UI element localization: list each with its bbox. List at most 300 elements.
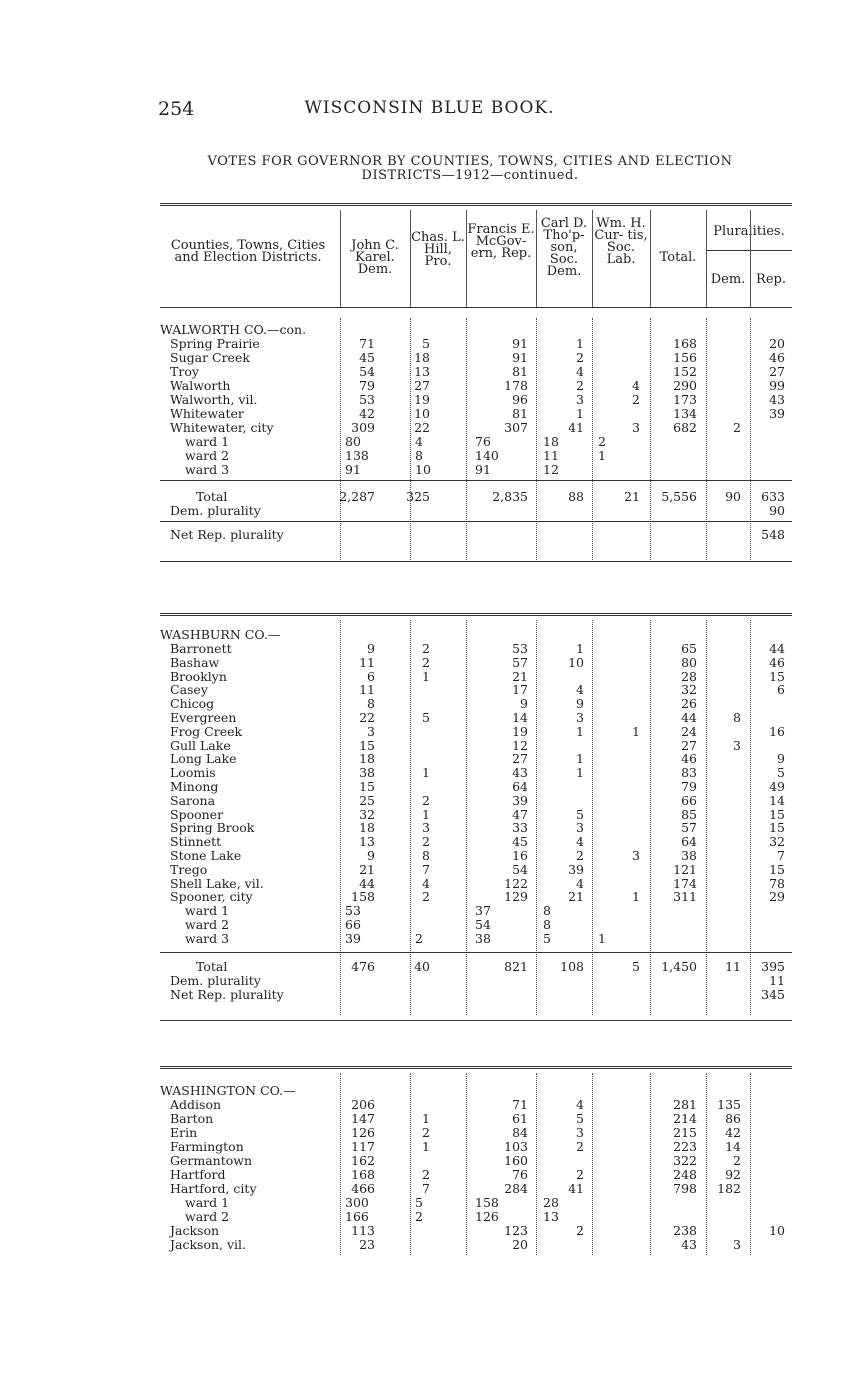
column-divider xyxy=(650,1073,651,1255)
cell-tot: 174 xyxy=(673,875,697,891)
cell-t: 5 xyxy=(543,930,551,946)
cell-tot: 5,556 xyxy=(661,489,697,504)
cell-r: 633 xyxy=(761,489,785,504)
cell-c: 5 xyxy=(632,958,640,974)
table-rule xyxy=(160,1020,792,1021)
cell-d: 14 xyxy=(725,1139,741,1154)
row-label: Spooner, city xyxy=(170,889,253,905)
table-rule xyxy=(160,561,792,562)
row-label: ward 2 xyxy=(185,448,230,463)
cell-c: 2 xyxy=(598,434,606,449)
cell-m: 96 xyxy=(512,392,528,407)
row-label: Total xyxy=(196,958,228,974)
cell-k: 32 xyxy=(359,806,375,822)
cell-tot: 32 xyxy=(681,682,697,698)
row-label: Addison xyxy=(170,1097,222,1112)
table-rule xyxy=(160,203,792,206)
cell-k: 476 xyxy=(351,958,375,974)
cell-k: 117 xyxy=(351,1139,375,1154)
cell-k: 22 xyxy=(359,710,375,725)
cell-d: 3 xyxy=(733,737,741,753)
column-divider xyxy=(536,210,537,307)
cell-h: 1 xyxy=(422,668,430,684)
cell-d: 42 xyxy=(725,1125,741,1140)
cell-t: 4 xyxy=(576,364,584,379)
cell-r: 27 xyxy=(769,364,785,379)
cell-t: 4 xyxy=(576,875,584,891)
cell-d: 90 xyxy=(725,489,741,504)
cell-h: 2 xyxy=(422,1167,430,1182)
cell-m: 39 xyxy=(512,792,528,808)
cell-tot: 215 xyxy=(673,1125,697,1140)
cell-k: 54 xyxy=(359,364,375,379)
row-label: Farmington xyxy=(170,1139,244,1154)
cell-m: 160 xyxy=(504,1153,528,1168)
cell-tot: 156 xyxy=(673,350,697,365)
header-pluralities: Pluralities. xyxy=(713,224,785,239)
cell-tot: 173 xyxy=(673,392,697,407)
cell-h: 5 xyxy=(422,710,430,725)
table-row xyxy=(0,683,859,697)
column-divider xyxy=(536,620,537,1015)
cell-m: 53 xyxy=(512,641,528,656)
running-head: WISCONSIN BLUE BOOK. xyxy=(304,98,555,118)
cell-c: 1 xyxy=(632,723,640,739)
table-rule xyxy=(160,613,792,616)
column-divider xyxy=(592,1073,593,1255)
cell-tot: 28 xyxy=(681,668,697,684)
header-curtis: Wm. H. Cur- tis, Soc. Lab. xyxy=(594,216,648,267)
cell-h: 1 xyxy=(422,1139,430,1154)
cell-t: 1 xyxy=(576,751,584,767)
cell-tot: 248 xyxy=(673,1167,697,1182)
cell-k: 166 xyxy=(345,1209,369,1224)
column-divider xyxy=(340,620,341,1015)
table-row xyxy=(0,435,859,449)
column-divider xyxy=(592,210,593,307)
cell-c: 21 xyxy=(624,489,640,504)
cell-d: 8 xyxy=(733,710,741,725)
cell-t: 2 xyxy=(576,1223,584,1238)
row-label: Shell Lake, vil. xyxy=(170,875,264,891)
table-rule xyxy=(160,952,792,953)
table-row xyxy=(0,1126,859,1140)
column-divider xyxy=(410,318,411,560)
cell-m: 81 xyxy=(512,406,528,421)
table-row xyxy=(0,449,859,463)
cell-tot: 66 xyxy=(681,792,697,808)
cell-h: 10 xyxy=(415,462,431,477)
header-total: Total. xyxy=(659,250,697,265)
column-divider xyxy=(340,210,341,307)
column-divider xyxy=(466,1073,467,1255)
cell-k: 23 xyxy=(359,1237,375,1252)
table-row xyxy=(0,1168,859,1182)
cell-r: 16 xyxy=(769,723,785,739)
cell-h: 2 xyxy=(422,641,430,656)
cell-m: 54 xyxy=(512,861,528,877)
cell-t: 1 xyxy=(576,641,584,656)
row-label: Walworth xyxy=(170,378,231,393)
cell-d: 135 xyxy=(717,1097,741,1112)
cell-tot: 44 xyxy=(681,710,697,725)
row-label: ward 1 xyxy=(185,1195,230,1210)
cell-m: 91 xyxy=(512,336,528,351)
table-row xyxy=(0,725,859,739)
row-label: Chicog xyxy=(170,696,215,712)
row-label: ward 3 xyxy=(185,462,230,477)
cell-k: 79 xyxy=(359,378,375,393)
cell-m: 12 xyxy=(512,737,528,753)
cell-r: 32 xyxy=(769,834,785,850)
cell-h: 2 xyxy=(422,834,430,850)
cell-k: 11 xyxy=(359,682,375,698)
cell-t: 3 xyxy=(576,820,584,836)
cell-m: 57 xyxy=(512,654,528,670)
cell-m: 140 xyxy=(475,448,499,463)
cell-c: 3 xyxy=(632,848,640,863)
row-label: ward 1 xyxy=(185,903,230,919)
cell-m: 76 xyxy=(512,1167,528,1182)
cell-r: 6 xyxy=(777,682,785,698)
row-label: Spring Brook xyxy=(170,820,255,836)
table-row xyxy=(0,642,859,656)
caption-line-2: DISTRICTS—1912—continued. xyxy=(361,168,579,183)
row-label: Gull Lake xyxy=(170,737,231,753)
cell-t: 3 xyxy=(576,1125,584,1140)
cell-h: 2 xyxy=(422,654,430,670)
cell-h: 2 xyxy=(422,889,430,905)
column-divider xyxy=(340,318,341,560)
cell-t: 3 xyxy=(576,392,584,407)
page-number: 254 xyxy=(158,98,195,120)
table-row xyxy=(0,739,859,753)
cell-m: 126 xyxy=(475,1209,499,1224)
header-mcgovern: Francis E. McGov- ern, Rep. xyxy=(467,222,535,261)
cell-d: 92 xyxy=(725,1167,741,1182)
column-divider xyxy=(750,318,751,560)
column-divider xyxy=(650,620,651,1015)
row-label: Loomis xyxy=(170,765,216,781)
cell-tot: 322 xyxy=(673,1153,697,1168)
cell-k: 53 xyxy=(359,392,375,407)
cell-t: 88 xyxy=(568,489,584,504)
section-title xyxy=(0,628,859,642)
table-row xyxy=(0,463,859,477)
cell-r: 20 xyxy=(769,336,785,351)
table-row xyxy=(0,393,859,407)
header-karel: John C. Karel. Dem. xyxy=(351,238,399,277)
cell-tot: 57 xyxy=(681,820,697,836)
table-row xyxy=(0,960,859,974)
table-row xyxy=(0,504,859,518)
column-divider xyxy=(592,318,593,560)
cell-k: 15 xyxy=(359,779,375,794)
cell-m: 91 xyxy=(512,350,528,365)
cell-m: 91 xyxy=(475,462,491,477)
cell-tot: 65 xyxy=(681,641,697,656)
cell-r: 46 xyxy=(769,350,785,365)
cell-tot: 290 xyxy=(673,378,697,393)
cell-k: 18 xyxy=(359,820,375,836)
table-row xyxy=(0,1210,859,1224)
cell-h: 27 xyxy=(414,378,430,393)
cell-tot: 43 xyxy=(681,1237,697,1252)
cell-t: 13 xyxy=(543,1209,559,1224)
cell-h: 325 xyxy=(406,489,430,504)
column-divider xyxy=(592,620,593,1015)
cell-r: 9 xyxy=(777,751,785,767)
cell-k: 168 xyxy=(351,1167,375,1182)
column-divider xyxy=(650,318,651,560)
cell-r: 15 xyxy=(769,820,785,836)
cell-t: 3 xyxy=(576,710,584,725)
cell-m: 20 xyxy=(512,1237,528,1252)
table-caption xyxy=(150,155,790,183)
row-label: Stinnett xyxy=(170,834,222,850)
column-divider xyxy=(410,210,411,307)
table-row xyxy=(0,1196,859,1210)
cell-t: 4 xyxy=(576,834,584,850)
table-row xyxy=(0,1238,859,1252)
county-title: WASHINGTON CO.— xyxy=(160,1083,296,1098)
cell-d: 182 xyxy=(717,1181,741,1196)
row-label: Whitewater xyxy=(170,406,244,421)
cell-t: 8 xyxy=(543,903,551,919)
column-divider xyxy=(536,1073,537,1255)
cell-k: 21 xyxy=(359,861,375,877)
cell-tot: 46 xyxy=(681,751,697,767)
row-label: Jackson, vil. xyxy=(170,1237,247,1252)
cell-k: 25 xyxy=(359,792,375,808)
cell-m: 76 xyxy=(475,434,491,449)
cell-k: 113 xyxy=(351,1223,375,1238)
cell-m: 21 xyxy=(512,668,528,684)
table-row xyxy=(0,918,859,932)
cell-k: 11 xyxy=(359,654,375,670)
cell-k: 45 xyxy=(359,350,375,365)
cell-m: 122 xyxy=(504,875,528,891)
row-label: Erin xyxy=(170,1125,198,1140)
cell-h: 7 xyxy=(422,1181,430,1196)
header-hill: Chas. L. Hill, Pro. xyxy=(411,230,465,269)
cell-r: 345 xyxy=(761,986,785,1002)
cell-r: 99 xyxy=(769,378,785,393)
cell-r: 14 xyxy=(769,792,785,808)
cell-m: 123 xyxy=(504,1223,528,1238)
county-title: WASHBURN CO.— xyxy=(160,627,281,642)
cell-tot: 134 xyxy=(673,406,697,421)
cell-k: 206 xyxy=(351,1097,375,1112)
row-label: Trego xyxy=(170,861,208,877)
section-title xyxy=(0,1084,859,1098)
cell-k: 138 xyxy=(345,448,369,463)
table-row xyxy=(0,1112,859,1126)
row-label: Total xyxy=(196,489,228,504)
table-row xyxy=(0,421,859,435)
column-divider xyxy=(466,620,467,1015)
cell-tot: 238 xyxy=(673,1223,697,1238)
row-label: Evergreen xyxy=(170,710,237,725)
column-divider xyxy=(410,620,411,1015)
cell-tot: 223 xyxy=(673,1139,697,1154)
row-label: Casey xyxy=(170,682,208,698)
cell-r: 39 xyxy=(769,406,785,421)
cell-h: 2 xyxy=(422,1125,430,1140)
table-row xyxy=(0,379,859,393)
cell-m: 84 xyxy=(512,1125,528,1140)
cell-m: 14 xyxy=(512,710,528,725)
cell-tot: 80 xyxy=(681,654,697,670)
cell-r: 10 xyxy=(769,1223,785,1238)
cell-h: 8 xyxy=(422,848,430,863)
cell-t: 2 xyxy=(576,848,584,863)
cell-r: 44 xyxy=(769,641,785,656)
cell-r: 548 xyxy=(761,527,785,542)
cell-t: 1 xyxy=(576,765,584,781)
cell-t: 9 xyxy=(576,696,584,712)
row-label: ward 2 xyxy=(185,1209,230,1224)
cell-t: 12 xyxy=(543,462,559,477)
cell-t: 39 xyxy=(568,861,584,877)
cell-t: 2 xyxy=(576,378,584,393)
cell-d: 11 xyxy=(725,958,741,974)
cell-h: 40 xyxy=(414,958,430,974)
row-label: Sugar Creek xyxy=(170,350,250,365)
table-row xyxy=(0,849,859,863)
cell-k: 126 xyxy=(351,1125,375,1140)
column-divider xyxy=(466,318,467,560)
row-label: Net Rep. plurality xyxy=(170,986,284,1002)
cell-h: 10 xyxy=(414,406,430,421)
table-row xyxy=(0,932,859,946)
cell-c: 2 xyxy=(632,392,640,407)
cell-m: 71 xyxy=(512,1097,528,1112)
cell-k: 53 xyxy=(345,903,361,919)
cell-m: 61 xyxy=(512,1111,528,1126)
cell-k: 3 xyxy=(367,723,375,739)
cell-k: 162 xyxy=(351,1153,375,1168)
cell-tot: 682 xyxy=(673,420,697,435)
cell-t: 2 xyxy=(576,350,584,365)
column-divider xyxy=(706,318,707,560)
cell-t: 108 xyxy=(560,958,584,974)
row-label: Bashaw xyxy=(170,654,220,670)
cell-m: 2,835 xyxy=(492,489,528,504)
cell-t: 41 xyxy=(568,1181,584,1196)
cell-h: 4 xyxy=(422,875,430,891)
table-row xyxy=(0,1140,859,1154)
row-label: Net Rep. plurality xyxy=(170,527,284,542)
cell-h: 19 xyxy=(414,392,430,407)
caption-line-1: VOTES FOR GOVERNOR BY COUNTIES, TOWNS, CITIES AND ELECTION xyxy=(207,154,733,169)
cell-tot: 798 xyxy=(673,1181,697,1196)
column-divider xyxy=(706,1073,707,1255)
cell-t: 21 xyxy=(568,889,584,905)
cell-k: 44 xyxy=(359,875,375,891)
cell-k: 80 xyxy=(345,434,361,449)
cell-m: 284 xyxy=(504,1181,528,1196)
column-divider xyxy=(706,210,707,307)
cell-t: 5 xyxy=(576,806,584,822)
row-label: Whitewater, city xyxy=(170,420,274,435)
cell-k: 71 xyxy=(359,336,375,351)
row-label: Brooklyn xyxy=(170,668,227,684)
cell-tot: 1,450 xyxy=(661,958,697,974)
cell-k: 8 xyxy=(367,696,375,712)
table-row xyxy=(0,365,859,379)
table-row xyxy=(0,794,859,808)
cell-h: 7 xyxy=(422,861,430,877)
cell-m: 307 xyxy=(504,420,528,435)
row-label: Sarona xyxy=(170,792,216,808)
row-label: Spring Prairie xyxy=(170,336,260,351)
cell-d: 86 xyxy=(725,1111,741,1126)
cell-k: 66 xyxy=(345,917,361,932)
row-label: Minong xyxy=(170,779,219,794)
cell-m: 38 xyxy=(475,930,491,946)
column-divider xyxy=(340,1073,341,1255)
cell-m: 33 xyxy=(512,820,528,836)
table-row xyxy=(0,863,859,877)
cell-r: 49 xyxy=(769,779,785,794)
row-label: ward 3 xyxy=(185,930,230,946)
cell-t: 11 xyxy=(543,448,559,463)
cell-k: 300 xyxy=(345,1195,369,1210)
row-label: Dem. plurality xyxy=(170,503,261,518)
cell-h: 8 xyxy=(415,448,423,463)
row-label: Hartford xyxy=(170,1167,226,1182)
column-divider xyxy=(706,620,707,1015)
cell-r: 43 xyxy=(769,392,785,407)
row-label: Barronett xyxy=(170,641,232,656)
cell-tot: 152 xyxy=(673,364,697,379)
cell-r: 29 xyxy=(769,889,785,905)
cell-r: 11 xyxy=(769,972,785,988)
header-dem: Dem. xyxy=(710,272,746,287)
cell-h: 5 xyxy=(422,336,430,351)
cell-m: 129 xyxy=(504,889,528,905)
row-label: Long Lake xyxy=(170,751,237,767)
cell-r: 395 xyxy=(761,958,785,974)
table-row xyxy=(0,780,859,794)
cell-m: 27 xyxy=(512,751,528,767)
cell-d: 3 xyxy=(733,1237,741,1252)
cell-k: 466 xyxy=(351,1181,375,1196)
column-divider xyxy=(536,318,537,560)
row-label: Barton xyxy=(170,1111,214,1126)
cell-r: 15 xyxy=(769,806,785,822)
cell-k: 158 xyxy=(351,889,375,905)
table-row xyxy=(0,656,859,670)
cell-m: 37 xyxy=(475,903,491,919)
cell-m: 9 xyxy=(520,696,528,712)
table-row xyxy=(0,528,859,542)
cell-k: 309 xyxy=(351,420,375,435)
cell-m: 45 xyxy=(512,834,528,850)
cell-k: 9 xyxy=(367,641,375,656)
cell-m: 64 xyxy=(512,779,528,794)
cell-r: 7 xyxy=(777,848,785,863)
cell-t: 1 xyxy=(576,723,584,739)
column-divider xyxy=(750,1073,751,1255)
section-title xyxy=(0,323,859,337)
cell-k: 13 xyxy=(359,834,375,850)
cell-m: 19 xyxy=(512,723,528,739)
cell-m: 17 xyxy=(512,682,528,698)
header-thompson: Carl D. Tho'p- son, Soc. Dem. xyxy=(540,216,588,279)
cell-tot: 38 xyxy=(681,848,697,863)
